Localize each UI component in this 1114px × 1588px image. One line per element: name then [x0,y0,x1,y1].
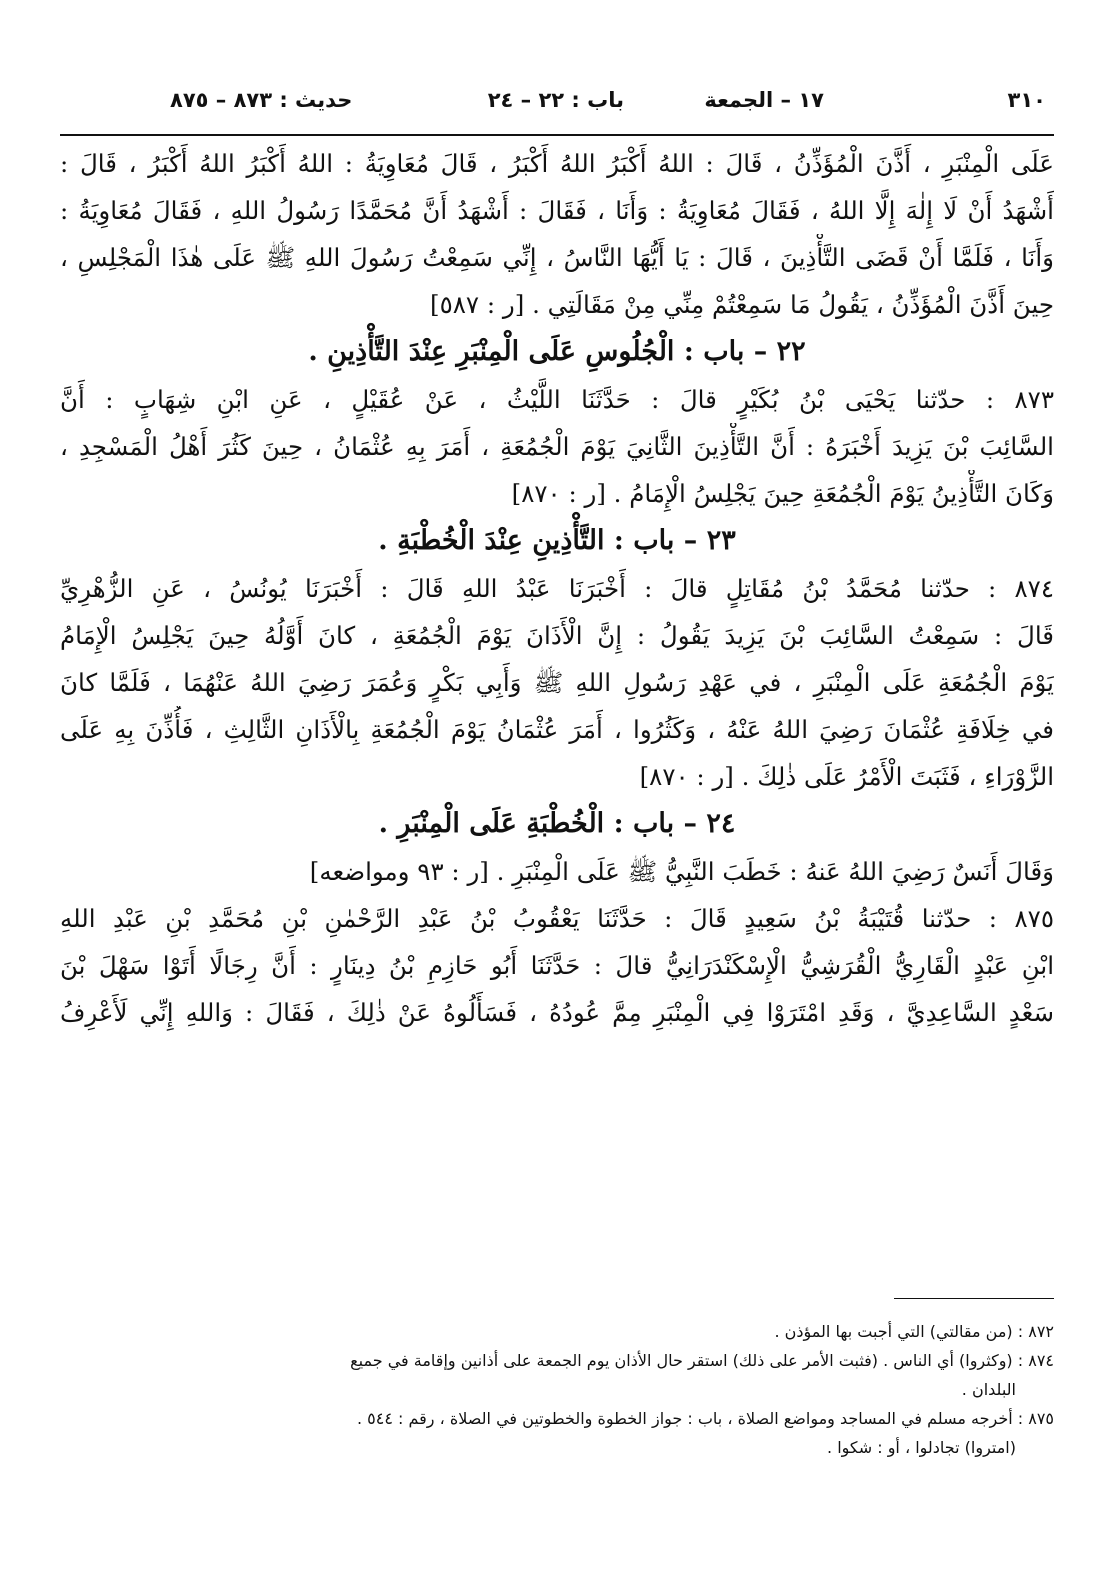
text-line: يَوْمَ الْجُمُعَةِ عَلَى الْمِنْبَرِ ، في عَهْدِ رَسُولِ اللهِ ﷺ وَأَبِي بَكْرٍ وَعُمَرَ رَضِيَ اللهُ عَنْهُمَا ، فَلَمَّا كانَ [60,668,1054,697]
footnote-continuation: البلدان . [961,1380,1016,1399]
text-line: وَكَانَ التَّأْذِينُ يَوْمَ الْجُمُعَةِ حِينَ يَجْلِسُ الْإِمَامُ . [ر : ٨٧٠] [511,479,1054,508]
header-divider [60,134,1054,136]
text-line: الزَّوْرَاءِ ، فَثَبَتَ الْأَمْرُ عَلَى ذٰلِكَ . [ر : ٨٧٠] [639,762,1054,791]
hadith-range: حديث : ٨٧٣ – ٨٧٥ [170,88,353,112]
text-line: ٨٧٣ : حدّثنا يَحْيَى بْنُ بُكَيْرٍ قالَ : حَدَّثَنَا اللَّيْثُ ، عَنْ عُقَيْلٍ ، عَنِ ابْنِ شِهَابٍ : أَنَّ [60,385,1054,414]
chapter-title: ١٧ – الجمعة [704,88,824,112]
main-text [60,140,1054,1036]
footnote: ٨٧٥ : أخرجه مسلم في المساجد ومواضع الصلاة ، باب : جواز الخطوة والخطوتين في الصلاة ، رقم : ٥٤٤ . [356,1409,1054,1428]
footnote: ٨٧٢ : (من مقالتي) التي أجبت بها المؤذن . [774,1322,1054,1341]
text-line: سَعْدٍ السَّاعِدِيَّ ، وَقَدِ امْتَرَوْا فِي الْمِنْبَرِ مِمَّ عُودُهُ ، فَسَأَلُوهُ عَنْ ذٰلِكَ ، فَقَالَ : وَاللهِ إِنِّي لَأَعْرِفُ [60,998,1054,1027]
section-heading: ٢٢ – باب : الْجُلُوسِ عَلَى الْمِنْبَرِ عِنْدَ التَّأْذِينِ . [308,336,806,367]
text-line: ٨٧٥ : حدّثنا قُتَيْبَةُ بْنُ سَعِيدٍ قَالَ : حَدَّثَنَا يَعْقُوبُ بْنُ عَبْدِ الرَّحْمٰنِ بْنِ مُحَمَّدِ بْنِ عَبْدِ اللهِ [60,904,1054,933]
footnote-continuation: (امتروا) تجادلوا ، أو : شكوا . [827,1438,1016,1457]
section-heading: ٢٤ – باب : الْخُطْبَةِ عَلَى الْمِنْبَرِ . [378,808,736,839]
running-head [60,84,1054,124]
bab-range: باب : ٢٢ – ٢٤ [487,88,624,112]
text-line: وَقَالَ أَنَسٌ رَضِيَ اللهُ عَنهُ : خَطَبَ النَّبِيُّ ﷺ عَلَى الْمِنْبَرِ . [ر : ٩٣ ومواضعه] [309,857,1054,886]
text-line: وَأَنَا ، فَلَمَّا أَنْ قَضَى التَّأْذِينَ ، قَالَ : يَا أَيُّهَا النَّاسُ ، إِنِّي سَمِعْتُ رَسُولَ اللهِ ﷺ عَلَى هٰذَا الْمَجْلِسِ ، [60,243,1054,272]
footnote: ٨٧٤ : (وكثروا) أي الناس . (فثبت الأمر على ذلك) استقر حال الأذان يوم الجمعة على أذانين وإقامة في جميع [350,1351,1054,1370]
text-line: ٨٧٤ : حدّثنا مُحَمَّدُ بْنُ مُقَاتِلٍ قالَ : أَخْبَرَنَا عَبْدُ اللهِ قَالَ : أَخْبَرَنَا يُونُسُ ، عَنِ الزُّهْرِيِّ [60,574,1054,603]
text-line: حِينَ أَذَّنَ الْمُؤَذِّنُ ، يَقُولُ مَا سَمِعْتُمْ مِنِّي مِنْ مَقَالَتِي . [ر : ٥٨٧] [430,290,1054,319]
text-line: في خِلَافَةِ عُثْمَانَ رَضِيَ اللهُ عَنْهُ ، وَكَثُرُوا ، أَمَرَ عُثْمَانُ يَوْمَ الْجُمُعَةِ بِالْأَذَانِ الثَّالِثِ ، فَأُذِّنَ بِهِ عَلَى [60,715,1054,744]
section-heading: ٢٣ – باب : التَّأْذِينِ عِنْدَ الْخُطْبَةِ . [378,525,736,556]
text-line: قَالَ : سَمِعْتُ السَّائِبَ بْنَ يَزِيدَ يَقُولُ : إِنَّ الْأَذَانَ يَوْمَ الْجُمُعَةِ ، كانَ أَوَّلُهُ حِينَ يَجْلِسُ الْإِمَامُ [60,621,1054,650]
page-number: ٣١٠ [1007,88,1046,112]
text-line: أَشْهَدُ أَنْ لَا إِلٰهَ إِلَّا اللهُ ، فَقَالَ مُعَاوِيَةُ : وَأَنَا ، فَقَالَ : أَشْهَدُ أَنَّ مُحَمَّدًا رَسُولُ اللهِ ، فَقَالَ مُعَاوِيَةُ : [60,196,1054,225]
text-line: ابْنِ عَبْدٍ الْقَارِيُّ الْقُرَشِيُّ الْإِسْكَنْدَرَانِيُّ قالَ : حَدَّثَنَا أَبُو حَازِمِ بْنُ دِينَارٍ : أَنَّ رِجَالًا أَتَوْا سَهْلَ بْنَ [60,951,1054,980]
book-page [60,0,1054,1588]
text-line: عَلَى الْمِنْبَرِ ، أَذَّنَ الْمُؤَذِّنُ ، قَالَ : اللهُ أَكْبَرُ اللهُ أَكْبَرُ ، قَالَ مُعَاوِيَةُ : اللهُ أَكْبَرُ اللهُ أَكْبَرُ ، قَالَ : [60,149,1054,178]
footnotes [60,1298,1054,1462]
text-line: السَّائِبَ بْنَ يَزِيدَ أَخْبَرَهُ : أَنَّ التَّأْذِينَ الثَّانِيَ يَوْمَ الْجُمُعَةِ ، أَمَرَ بِهِ عُثْمَانُ ، حِينَ كَثُرَ أَهْلُ الْمَسْجِدِ ، [60,432,1054,461]
footnote-divider [894,1298,1054,1299]
